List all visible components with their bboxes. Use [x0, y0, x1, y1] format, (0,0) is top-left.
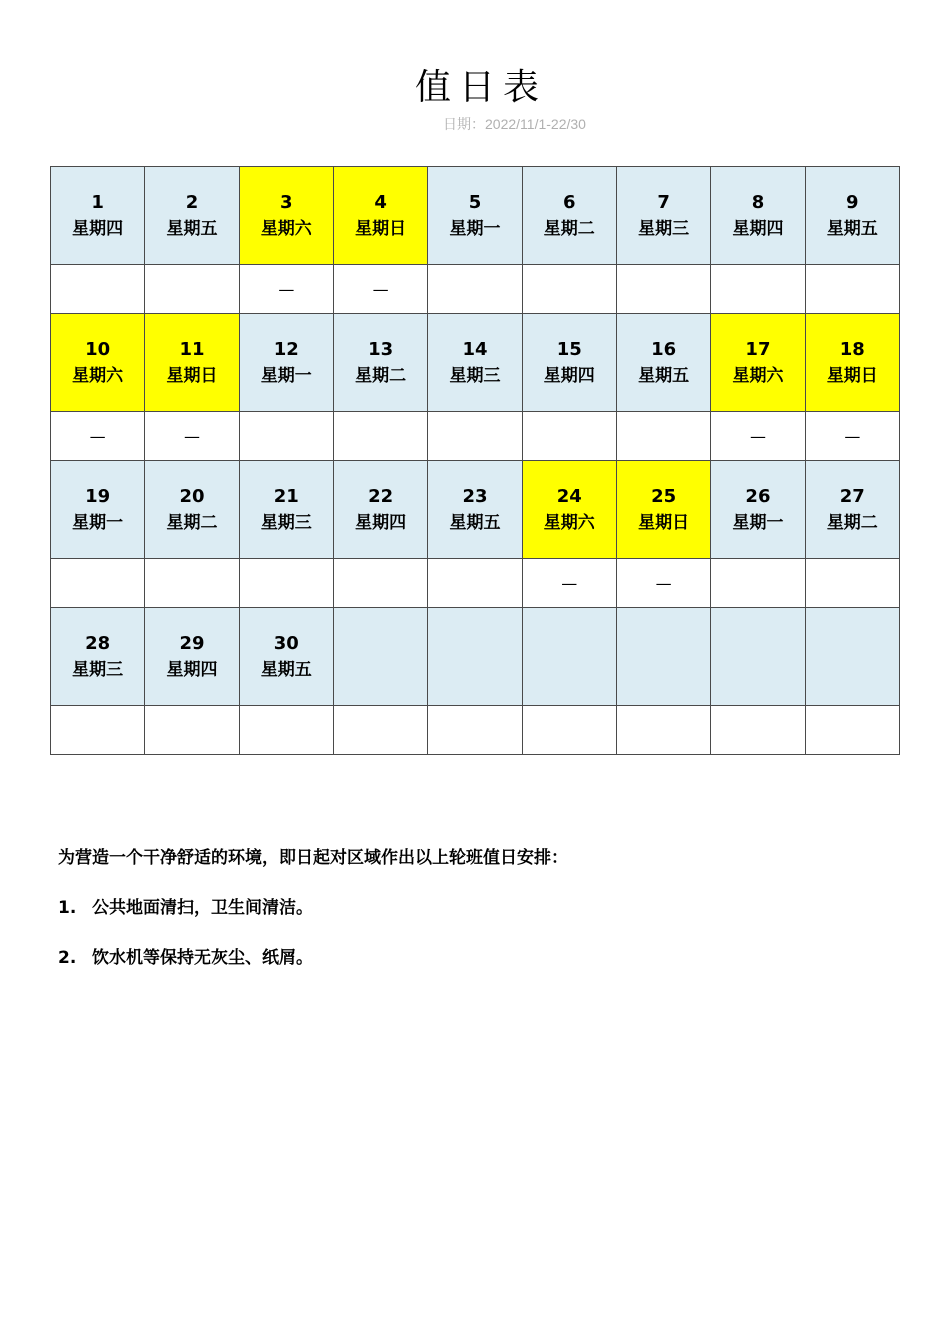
- weekday-label: 星期二: [826, 512, 878, 533]
- weekday-label: 星期三: [449, 365, 501, 386]
- day-cell: [145, 461, 239, 559]
- day-cell: [333, 608, 427, 706]
- weekday-label: 星期五: [826, 218, 878, 239]
- duty-cell[interactable]: [145, 265, 239, 314]
- weekday-label: 星期一: [260, 365, 312, 386]
- duty-cell[interactable]: [805, 265, 899, 314]
- day-cell: [145, 314, 239, 412]
- weekday-label: 星期四: [166, 659, 218, 680]
- day-number: 8: [751, 191, 765, 213]
- day-number: 9: [846, 191, 859, 213]
- day-cell: [333, 461, 427, 559]
- duty-cell[interactable]: [711, 559, 805, 608]
- weekday-label: 星期二: [166, 512, 218, 533]
- duty-cell[interactable]: [145, 559, 239, 608]
- duty-cell[interactable]: [239, 265, 333, 314]
- duty-cell[interactable]: [145, 412, 239, 461]
- duty-cell[interactable]: [51, 559, 145, 608]
- duty-cell[interactable]: [239, 706, 333, 755]
- duty-cell[interactable]: [711, 706, 805, 755]
- duty-cell[interactable]: [51, 412, 145, 461]
- weekday-label: 星期六: [260, 218, 312, 239]
- day-number: 21: [273, 485, 299, 507]
- duty-cell[interactable]: [333, 559, 427, 608]
- note-item: [58, 946, 898, 970]
- duty-cell[interactable]: [239, 559, 333, 608]
- day-number: 29: [179, 632, 205, 654]
- duty-cell[interactable]: [145, 706, 239, 755]
- day-number: 5: [468, 191, 482, 213]
- weekday-label: 星期一: [449, 218, 501, 239]
- day-cell: [711, 461, 805, 559]
- weekday-label: 星期六: [72, 365, 124, 386]
- day-cell: [522, 461, 616, 559]
- duty-row: [51, 412, 900, 461]
- day-number: 16: [651, 338, 677, 360]
- duty-cell[interactable]: [239, 412, 333, 461]
- duty-cell[interactable]: [805, 412, 899, 461]
- day-cell: [333, 314, 427, 412]
- day-number: 10: [85, 338, 111, 360]
- duty-value: —: [749, 426, 766, 446]
- day-number: 17: [745, 338, 771, 360]
- day-cell: [428, 461, 522, 559]
- duty-cell[interactable]: [522, 412, 616, 461]
- duty-value: —: [561, 573, 578, 593]
- duty-row: [51, 265, 900, 314]
- duty-value: —: [89, 426, 106, 446]
- weekday-label: 星期四: [72, 218, 124, 239]
- duty-row: [51, 559, 900, 608]
- day-cell: [145, 608, 239, 706]
- day-cell: [522, 167, 616, 265]
- duty-cell[interactable]: [616, 412, 710, 461]
- duty-cell[interactable]: [51, 265, 145, 314]
- day-number: 13: [368, 338, 394, 360]
- duty-value: —: [655, 573, 672, 593]
- note-item: [58, 896, 898, 920]
- day-number: 18: [839, 338, 865, 360]
- duty-cell[interactable]: [51, 706, 145, 755]
- day-number: 30: [273, 632, 299, 654]
- duty-cell[interactable]: [711, 265, 805, 314]
- notes-section: [58, 846, 898, 996]
- duty-value: —: [278, 279, 295, 299]
- weekday-label: 星期四: [732, 218, 784, 239]
- weekday-label: 星期三: [638, 218, 690, 239]
- duty-cell[interactable]: [805, 559, 899, 608]
- day-cell: [239, 608, 333, 706]
- page-title: 值日表: [414, 67, 547, 108]
- weekday-label: 星期二: [355, 365, 407, 386]
- duty-cell[interactable]: [333, 265, 427, 314]
- day-cell: [428, 608, 522, 706]
- day-number: 6: [563, 191, 576, 213]
- day-number: 1: [91, 191, 104, 213]
- note-item-text: 公共地面清扫，卫生间清洁。: [92, 898, 313, 918]
- date-row: [51, 461, 900, 559]
- day-cell: [616, 314, 710, 412]
- duty-cell[interactable]: [805, 706, 899, 755]
- day-number: 12: [273, 338, 299, 360]
- day-number: 2: [185, 191, 199, 213]
- weekday-label: 星期六: [732, 365, 784, 386]
- day-cell: [333, 167, 427, 265]
- day-number: 11: [179, 338, 205, 360]
- duty-cell[interactable]: [616, 265, 710, 314]
- weekday-label: 星期五: [166, 218, 218, 239]
- day-cell: [805, 167, 899, 265]
- duty-cell[interactable]: [616, 559, 710, 608]
- duty-cell[interactable]: [522, 559, 616, 608]
- date-row: [51, 314, 900, 412]
- weekday-label: 星期六: [543, 512, 595, 533]
- day-cell: [616, 461, 710, 559]
- day-number: 27: [839, 485, 865, 507]
- day-cell: [805, 608, 899, 706]
- note-item-number: 2.: [58, 948, 77, 968]
- day-cell: [145, 167, 239, 265]
- duty-row: [51, 706, 900, 755]
- date-range: 日期：2022/11/1-22/30: [443, 116, 586, 132]
- day-number: 4: [374, 191, 387, 213]
- weekday-label: 星期三: [72, 659, 124, 680]
- day-cell: [522, 314, 616, 412]
- day-number: 25: [651, 485, 677, 507]
- day-number: 28: [85, 632, 111, 654]
- day-cell: [51, 608, 145, 706]
- day-number: 23: [462, 485, 488, 507]
- day-cell: [428, 167, 522, 265]
- duty-cell[interactable]: [616, 706, 710, 755]
- weekday-label: 星期日: [826, 365, 878, 386]
- duty-cell[interactable]: [428, 559, 522, 608]
- day-cell: [239, 167, 333, 265]
- weekday-label: 星期四: [543, 365, 595, 386]
- day-number: 19: [85, 485, 111, 507]
- day-number: 3: [280, 191, 293, 213]
- duty-cell[interactable]: [333, 412, 427, 461]
- duty-cell[interactable]: [428, 706, 522, 755]
- day-cell: [239, 461, 333, 559]
- weekday-label: 星期日: [166, 365, 218, 386]
- date-row: [51, 608, 900, 706]
- duty-cell[interactable]: [522, 706, 616, 755]
- date-row: [51, 167, 900, 265]
- weekday-label: 星期一: [72, 512, 124, 533]
- duty-cell[interactable]: [522, 265, 616, 314]
- day-cell: [239, 314, 333, 412]
- day-number: 24: [556, 485, 582, 507]
- day-cell: [51, 167, 145, 265]
- weekday-label: 星期日: [638, 512, 690, 533]
- day-cell: [805, 461, 899, 559]
- day-number: 22: [368, 485, 394, 507]
- weekday-label: 星期五: [260, 659, 312, 680]
- day-number: 20: [179, 485, 205, 507]
- duty-cell[interactable]: [428, 265, 522, 314]
- day-cell: [51, 314, 145, 412]
- day-number: 26: [745, 485, 771, 507]
- weekday-label: 星期四: [355, 512, 407, 533]
- day-cell: [711, 314, 805, 412]
- day-cell: [51, 461, 145, 559]
- weekday-label: 星期二: [543, 218, 595, 239]
- duty-cell[interactable]: [333, 706, 427, 755]
- weekday-label: 星期日: [355, 218, 407, 239]
- duty-calendar-table: [50, 166, 900, 755]
- weekday-label: 星期五: [638, 365, 690, 386]
- day-cell: [711, 608, 805, 706]
- day-cell: [522, 608, 616, 706]
- day-number: 7: [657, 191, 670, 213]
- weekday-label: 星期一: [732, 512, 784, 533]
- duty-value: —: [844, 426, 861, 446]
- duty-value: —: [183, 426, 200, 446]
- day-cell: [711, 167, 805, 265]
- duty-cell[interactable]: [711, 412, 805, 461]
- weekday-label: 星期三: [260, 512, 312, 533]
- day-cell: [428, 314, 522, 412]
- day-number: 14: [462, 338, 488, 360]
- note-item-number: 1.: [58, 898, 77, 918]
- note-item-text: 饮水机等保持无灰尘、纸屑。: [92, 948, 313, 968]
- duty-cell[interactable]: [428, 412, 522, 461]
- duty-value: —: [372, 279, 389, 299]
- day-cell: [805, 314, 899, 412]
- weekday-label: 星期五: [449, 512, 501, 533]
- day-number: 15: [556, 338, 582, 360]
- day-cell: [616, 167, 710, 265]
- notes-intro: 为营造一个干净舒适的环境，即日起对区域作出以上轮班值日安排：: [58, 848, 568, 868]
- day-cell: [616, 608, 710, 706]
